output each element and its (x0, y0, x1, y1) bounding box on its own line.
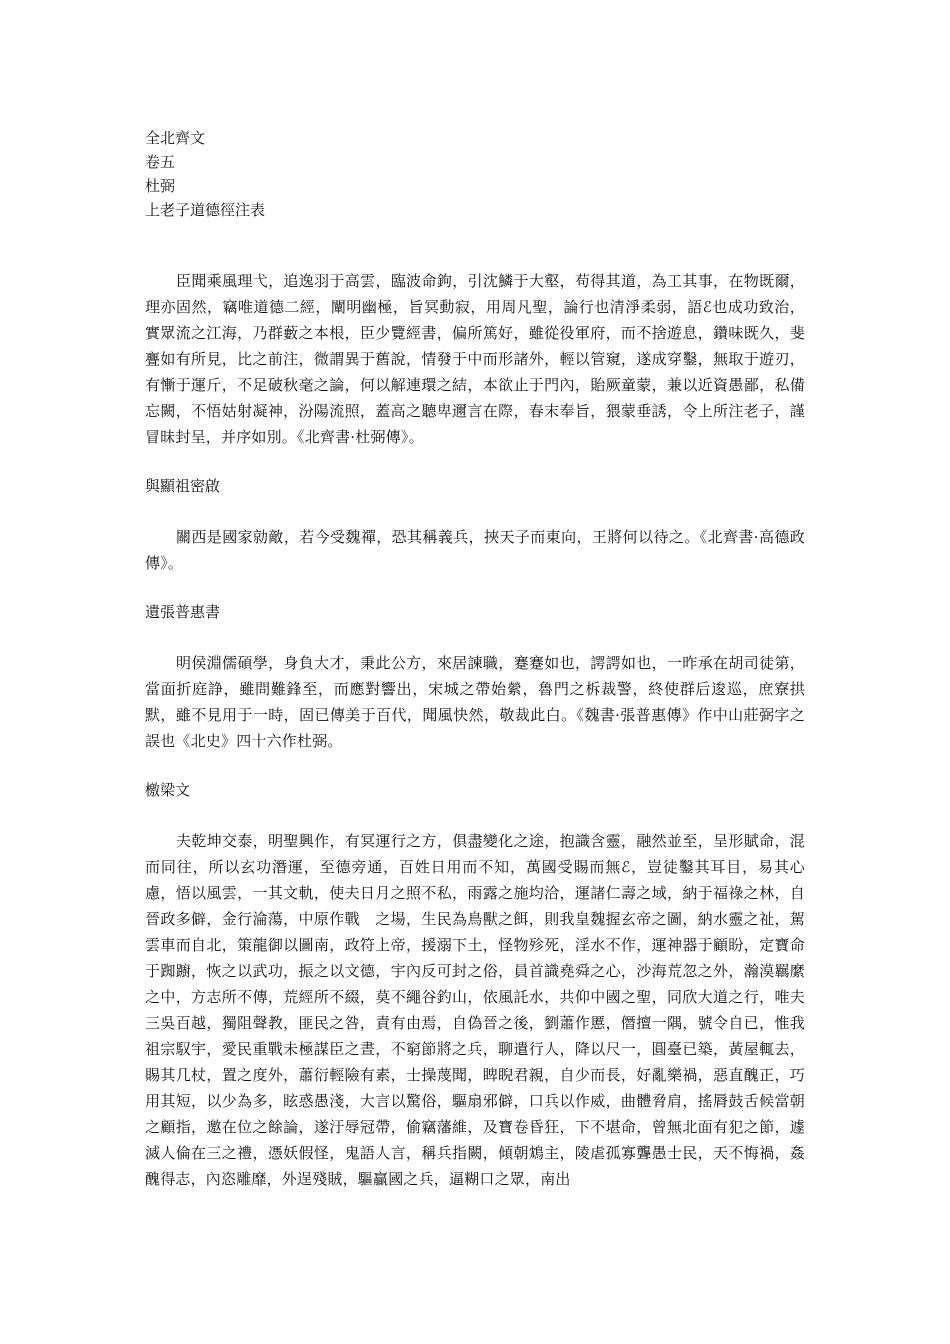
section-title-secret-memorial: 與顯祖密啟 (145, 477, 221, 495)
collection-title: 全北齊文 (145, 129, 206, 147)
proclamation-paragraph: 夫乾坤交泰，明聖興作，有冥運行之方，俱盡變化之途，抱識含靈，融然並至，呈形賦命，混而同往，所以玄功潛運，至德旁通，百姓日用而不知，萬國受賜而無ℰ，豈徒鑿其耳目，易其心慮，悟以風雲，一其文軌，使夫日月之照不私，雨露之施均洽，運諸仁壽之域，納于福祿之林，自晉政多僻，金行淪蕩，中原作戰 之場，生民為鳥獸之餌，則我皇魏握玄帝之圖，納水靈之祉，駕雲車而自北，策龍御以圖南，政符上帝，援溺下土，怪物殄死，淫水不作，運神器于顧盼，定寶命于踟躕，恢之以武功，振之以文德，宇內反可封之俗，員首識堯舜之心，沙海荒忽之外，瀚漠羈縻之中，方志所不傳，荒經所不綴，莫不繩谷釣山，依風託水，共仰中國之聖，同欣大道之行，唯夫三吳百越，獨阻聲教，匪民之咎，責有由焉，自偽晉之後，劉蕭作慝，僭擅一隅，號令自已，惟我祖宗馭宇，愛民重戰未極謀臣之晝，不窮節將之兵，聊遣行人，降以尺一，圓臺已築，黃屋輒去，賜其几杖，置之度外，蕭衍輕險有素，士操蔑聞，睥睨君親，自少而長，好亂樂禍，惡直醜正，巧用其短，以少為多，眩惑愚淺，大言以驚俗，驅扇邪僻，口兵以作威，曲體脅肩，搖脣鼓舌候當朝之顧指，邀在位之餘論，遂汙辱冠帶，偷竊藩維，及寶卷昏狂，下不堪命，曾無北面有犯之節，遽滅人倫在三之禮，憑妖假怪，鬼語人言，稱兵指闕，傾朝鴆主，陵虐孤寡聾愚士民，天不悔禍，姦醜得志，內恣雕靡，外逞殘賊，驅贏國之兵，逼糊口之眾，南出 (145, 832, 805, 1188)
memorial-paragraph: 臣聞乘風理弋，追逸羽于高雲，臨波命鉤，引沈鱗于大壑，苟得其道，為工其事，在物既爾，理亦固然，竊唯道德二經，闡明幽極，旨冥動寂，用周凡聖，論行也清淨柔弱，語ℰ也成功致治，實眾流之江海，乃群藪之本根，臣少覽經書，偏所篤好，雖從役軍府，而不捨遊息，鑽味既久，斐亹如有所見，比之前注，微謂異于舊說，情發于中而形諸外，輕以管窺，遂成穿鑿，無取于遊刃，有慚于運斤，不足破秋毫之論，何以解連環之結，本欲止于門內，貽厥童蒙，兼以近資愚鄙，私備忘闕，不悟姑射凝神，汾陽流照，蓋高之聽卑邇言在際，春末奉旨，猥蒙垂誘，令上所注老子，謹冒昧封呈，并序如別。《北齊書·杜弼傳》。 (145, 272, 805, 446)
section-title-letter: 遺張普惠書 (145, 603, 221, 621)
secret-memorial-paragraph: 關西是國家勍敵，若今受魏禪，恐其稱義兵，挾天子而東向，王將何以待之。《北齊書·高德政傳》。 (145, 528, 805, 572)
volume-label: 卷五 (145, 153, 176, 171)
document-page (145, 126, 805, 1216)
letter-paragraph: 明侯淵儒碩學，身負大才，秉此公方，來居諫職，蹇蹇如也，諤諤如也，一昨承在胡司徒第，當面折庭諍，雖問難鋒至，而應對響出，宋城之帶始縈，魯門之柝裁警，終使群后逡巡，庶寮拱默，雖不見用于一時，固已傳美于百代，聞風快然，敬裁此白。《魏書·張普惠傳》作中山莊弼字之誤也《北史》四十六作杜弼。 (145, 654, 805, 750)
section-title-proclamation: 檄梁文 (145, 781, 191, 799)
document-title: 上老子道德徑注表 (145, 201, 266, 219)
document-header (145, 126, 805, 222)
author-name: 杜弼 (145, 177, 176, 195)
